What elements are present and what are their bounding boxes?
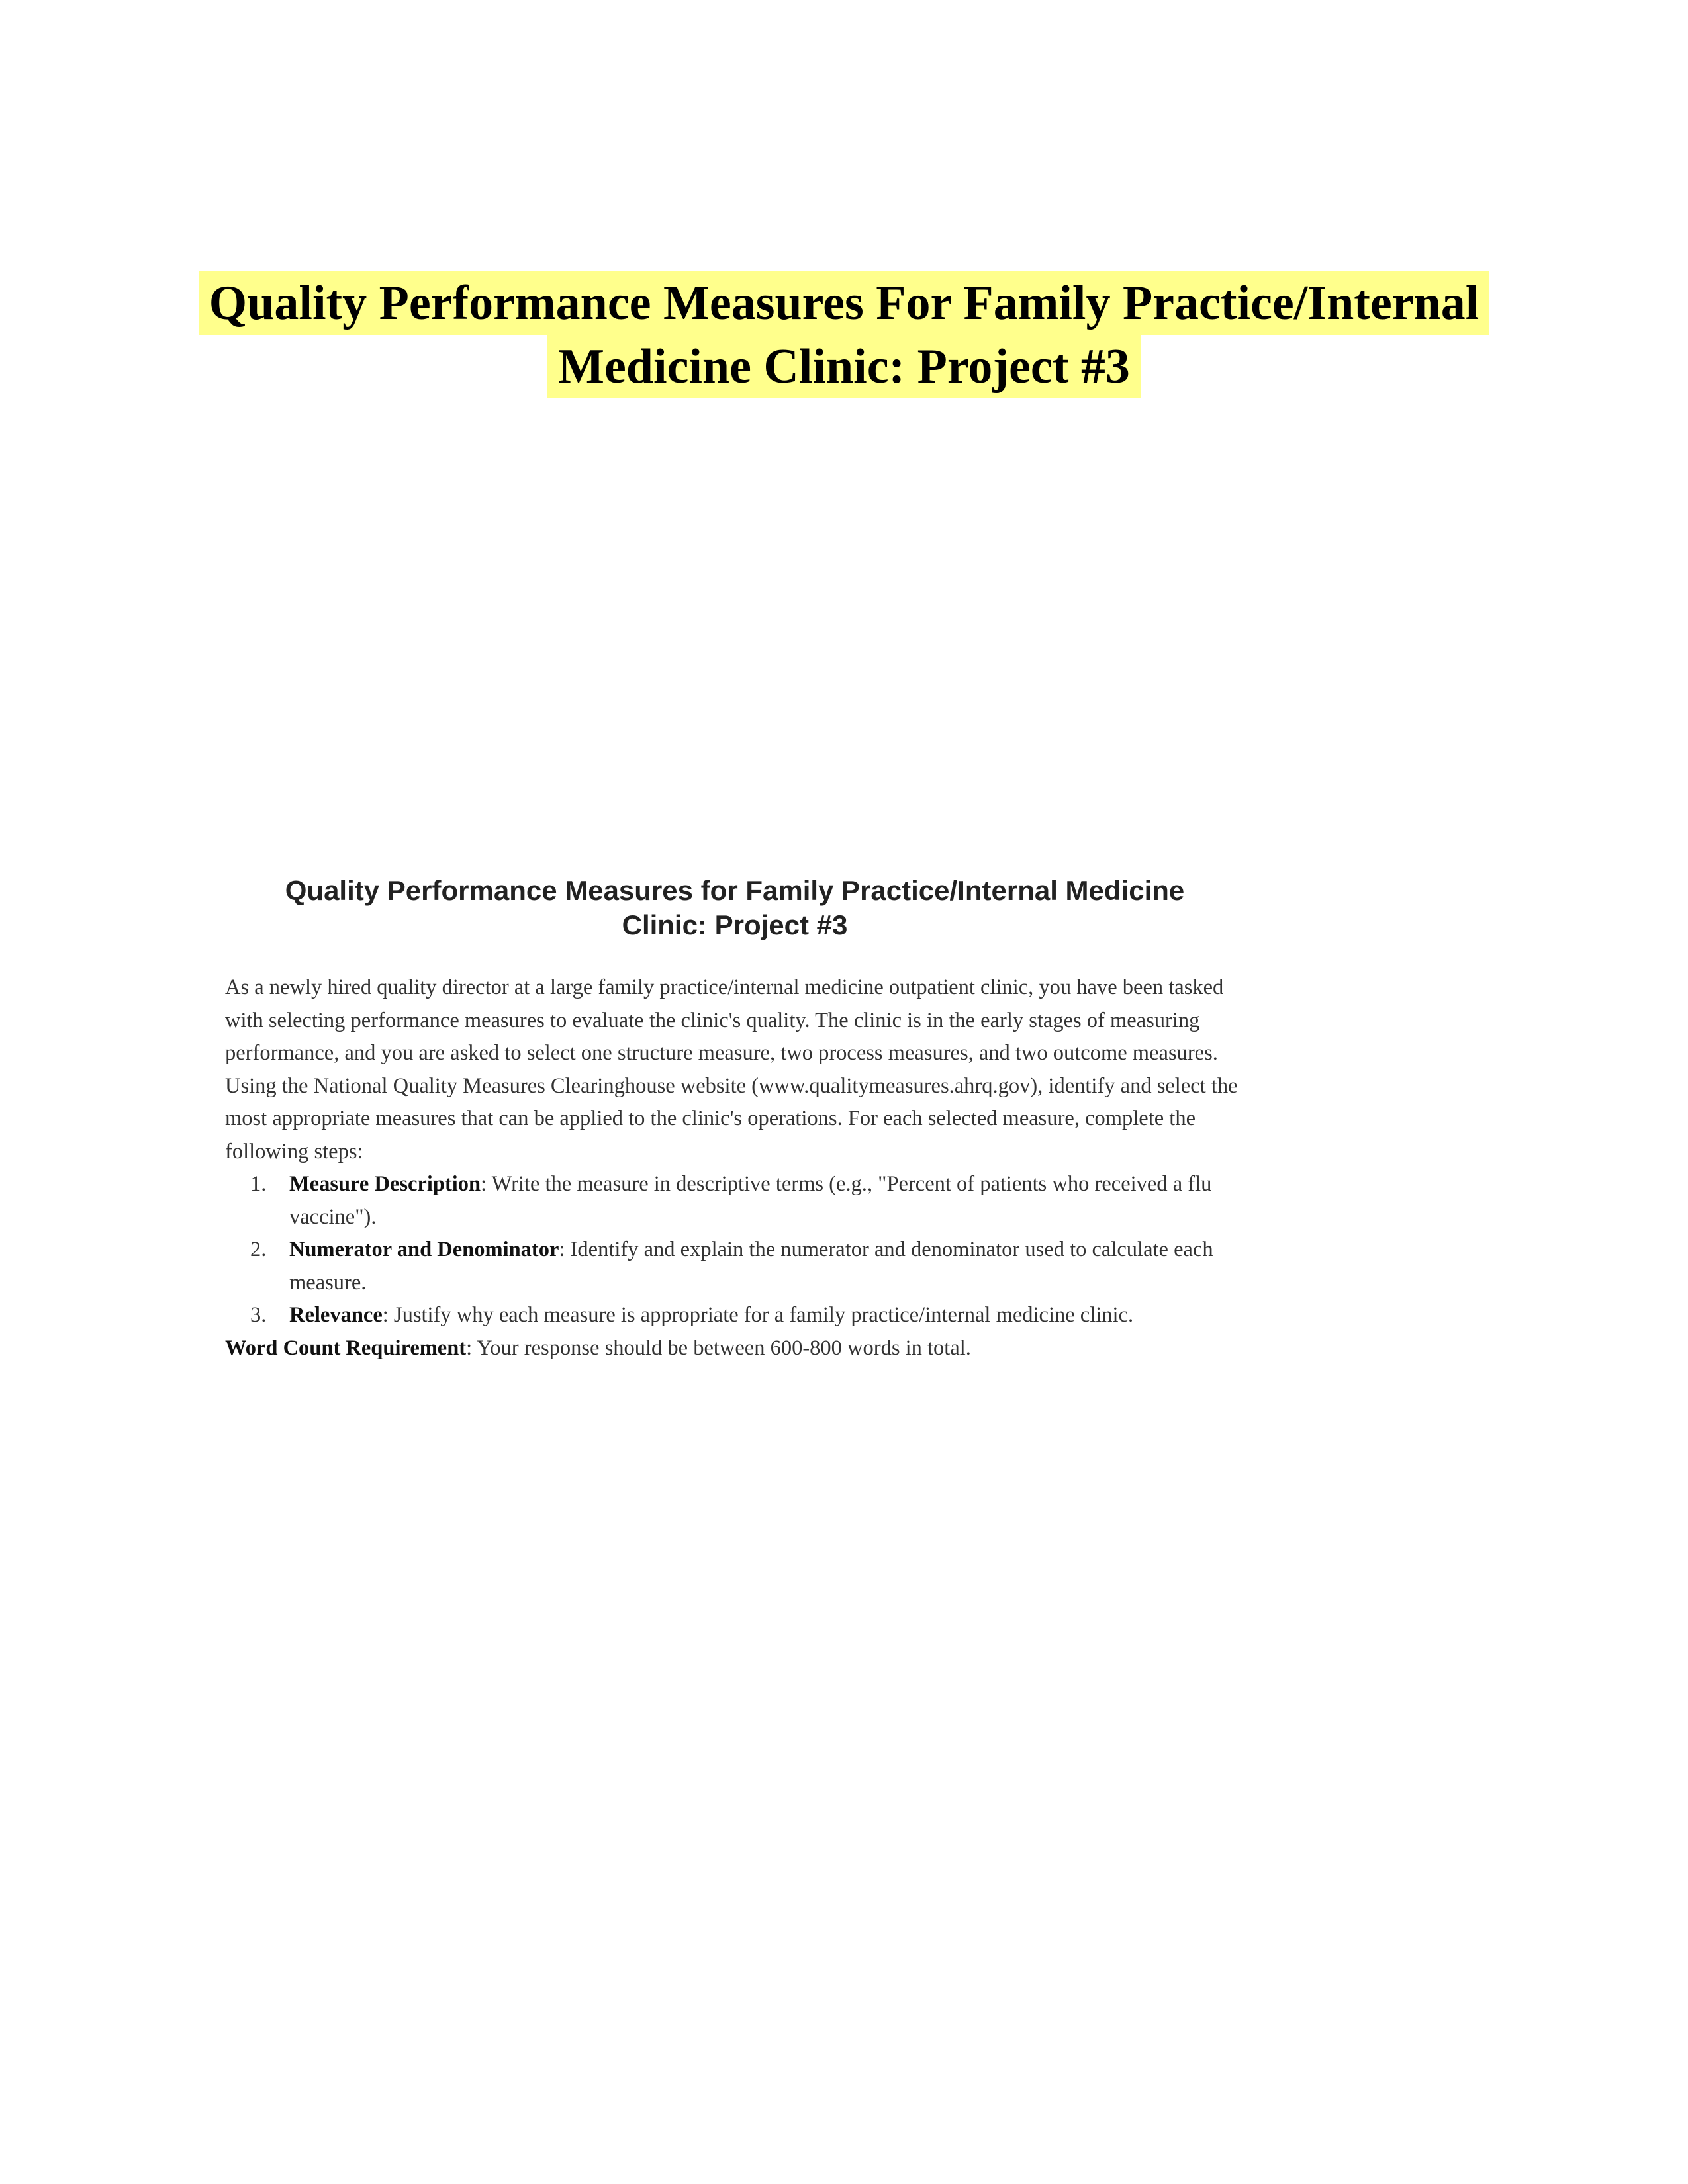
list-item (225, 1168, 1244, 1234)
document-title-line-2: Medicine Clinic: Project #3 (547, 335, 1141, 398)
document-title (0, 271, 1688, 398)
step-text: : Identify and explain the numerator and denominator used to calculate each measure. (289, 1238, 1213, 1295)
word-count-label: Word Count Requirement (225, 1336, 467, 1360)
assignment-heading-line-1: Quality Performance Measures for Family Practice/Internal Medicine (285, 875, 1185, 906)
assignment-heading (225, 874, 1244, 942)
steps-list (225, 1168, 1244, 1332)
list-item (225, 1234, 1244, 1299)
step-number: 1. (250, 1172, 267, 1196)
assignment-body (225, 972, 1244, 1365)
step-term: Numerator and Denominator (289, 1238, 559, 1261)
assignment-heading-line-2: Clinic: Project #3 (622, 909, 848, 940)
step-number: 3. (250, 1303, 267, 1327)
step-number: 2. (250, 1238, 267, 1261)
assignment-image (225, 874, 1244, 1456)
step-term: Measure Description (289, 1172, 481, 1196)
document-title-line-1: Quality Performance Measures For Family Practice/Internal (199, 271, 1490, 335)
word-count-text: : Your response should be between 600-800 words in total. (466, 1336, 971, 1360)
intro-paragraph: As a newly hired quality director at a large family practice/internal medicine outpatient clinic, you have been tasked with selecting performance measures to evaluate the clinic's quality. The clinic is in the early stages of measuring performance, and you are asked to select one structure measure, two process measures, and two outcome measures. (225, 976, 1224, 1065)
list-item (225, 1299, 1244, 1332)
instructions-paragraph: Using the National Quality Measures Clearinghouse website (www.qualitymeasures.ahrq.gov), identify and select the most appropriate measures that can be applied to the clinic's operations. For each selected measure, complete the following steps: (225, 1073, 1238, 1163)
step-term: Relevance (289, 1303, 383, 1327)
word-count-requirement (225, 1332, 1244, 1365)
step-text: : Write the measure in descriptive terms (e.g., "Percent of patients who received a flu vaccine"). (289, 1172, 1212, 1229)
step-text: : Justify why each measure is appropriate for a family practice/internal medicine clinic. (382, 1303, 1134, 1327)
